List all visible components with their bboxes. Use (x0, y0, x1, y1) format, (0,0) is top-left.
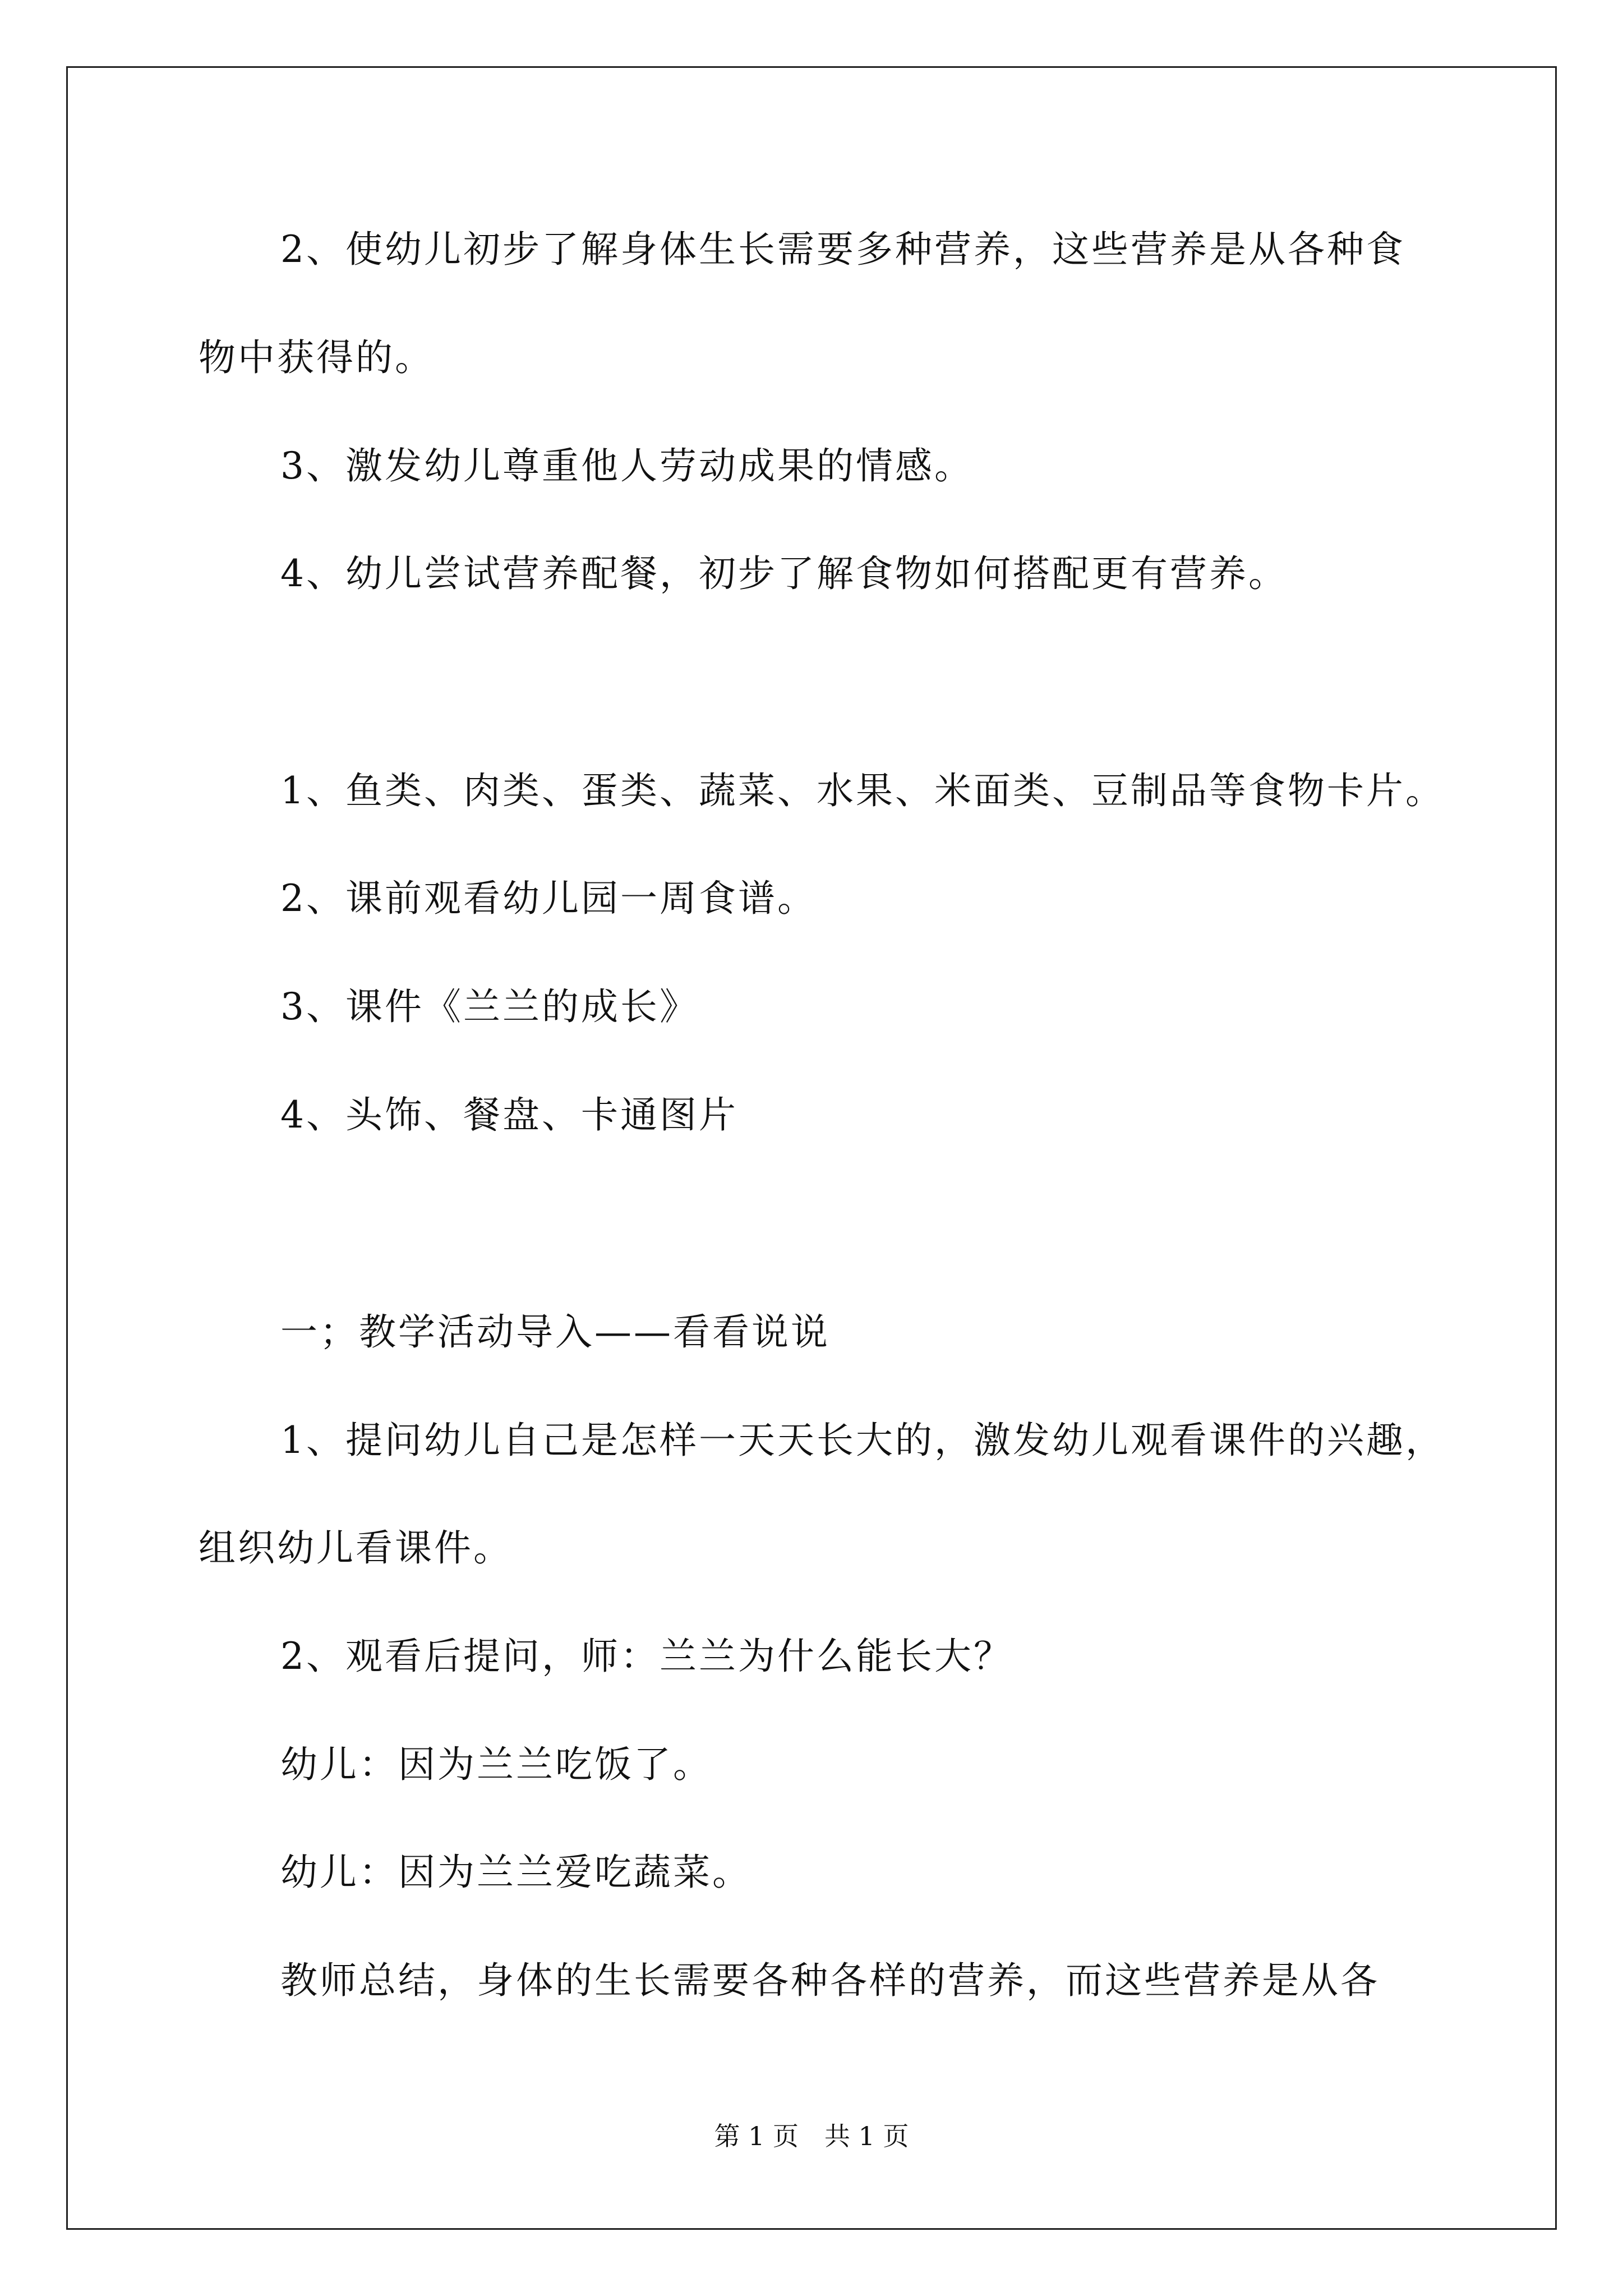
paragraph-line: 幼儿：因为兰兰吃饭了。 (280, 1743, 712, 1786)
page-footer: 第 1 页 共 1 页 (714, 2121, 909, 2151)
page-border (66, 66, 1557, 2230)
paragraph-line: 2、观看后提问，师：兰兰为什么能长大？ (280, 1635, 1013, 1678)
paragraph-line: 物中获得的。 (199, 336, 434, 379)
paragraph-line: 3、激发幼儿尊重他人劳动成果的情感。 (280, 444, 974, 487)
paragraph-line: 4、头饰、餐盘、卡通图片 (280, 1093, 738, 1137)
paragraph-line: 4、幼儿尝试营养配餐，初步了解食物如何搭配更有营养。 (280, 552, 1288, 595)
paragraph-line: 教师总结，身体的生长需要各种各样的营养，而这些营养是从各 (280, 1959, 1380, 2002)
paragraph-line: 1、提问幼儿自己是怎样一天天长大的，激发幼儿观看课件的兴趣， (280, 1419, 1445, 1462)
paragraph-line: 2、使幼儿初步了解身体生长需要多种营养，这些营养是从各种食 (280, 228, 1405, 271)
paragraph-line: 幼儿：因为兰兰爱吃蔬菜。 (280, 1851, 751, 1894)
paragraph-line: 3、课件《兰兰的成长》 (280, 985, 699, 1028)
paragraph-line: 2、课前观看幼儿园一周食谱。 (280, 877, 817, 920)
paragraph-line: 一；教学活动导入——看看说说 (280, 1310, 830, 1354)
paragraph-line: 组织幼儿看课件。 (199, 1526, 513, 1570)
paragraph-line: 1、鱼类、肉类、蛋类、蔬菜、水果、米面类、豆制品等食物卡片。 (280, 769, 1445, 812)
